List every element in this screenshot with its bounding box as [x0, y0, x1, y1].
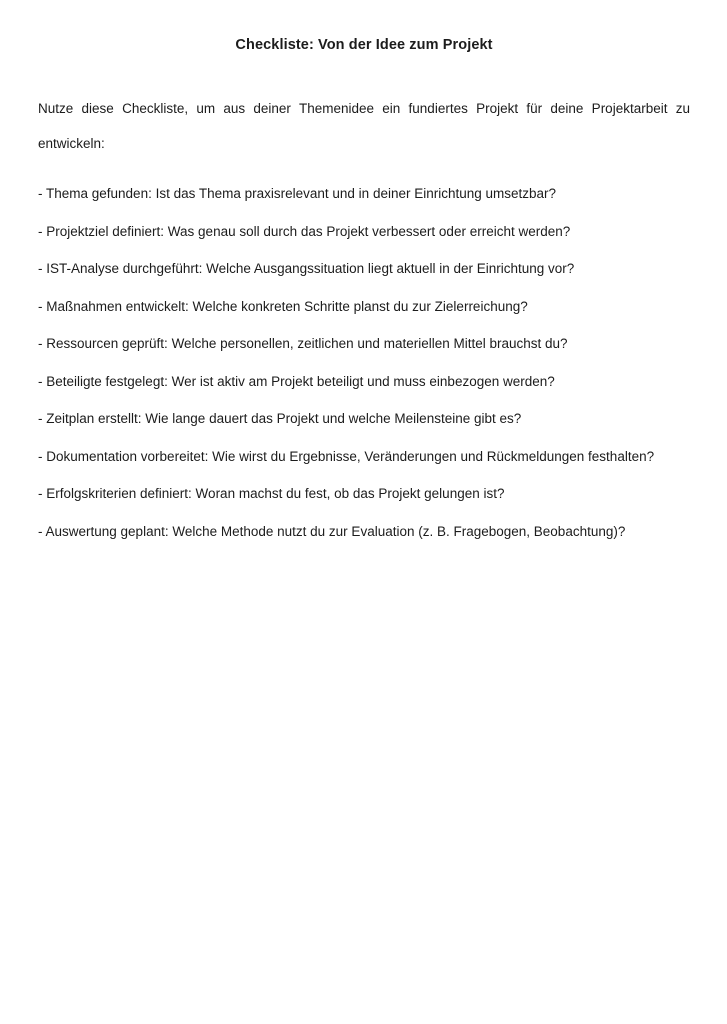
checklist-item: - Maßnahmen entwickelt: Welche konkreten Schritte planst du zur Zielerreichung? — [38, 298, 528, 314]
page-title: Checkliste: Von der Idee zum Projekt — [235, 37, 493, 53]
checklist-item: - Ressourcen geprüft: Welche personellen, zeitlichen und materiellen Mittel brauchst du? — [38, 336, 568, 351]
intro-paragraph: Nutze diese Checkliste, um aus deiner Themenidee ein fundiertes Projekt für deine Projektarbeit zu entwickeln: — [38, 101, 690, 151]
checklist-item: - Projektziel definiert: Was genau soll durch das Projekt verbessert oder erreicht werden? — [38, 223, 571, 239]
checklist-item: - IST-Analyse durchgeführt: Welche Ausgangssituation liegt aktuell in der Einrichtung vor? — [38, 261, 575, 276]
checklist-item: - Auswertung geplant: Welche Methode nutzt du zur Evaluation (z. B. Fragebogen, Beobachtung)? — [38, 523, 626, 539]
checklist — [38, 186, 690, 540]
checklist-item: - Zeitplan erstellt: Wie lange dauert das Projekt und welche Meilensteine gibt es? — [38, 411, 522, 426]
checklist-item: - Erfolgskriterien definiert: Woran machst du fest, ob das Projekt gelungen ist? — [38, 486, 505, 501]
checklist-item: - Thema gefunden: Ist das Thema praxisrelevant und in deiner Einrichtung umsetzbar? — [38, 186, 557, 201]
checklist-item: - Beteiligte festgelegt: Wer ist aktiv am Projekt beteiligt und muss einbezogen werden? — [38, 373, 555, 389]
checklist-item: - Dokumentation vorbereitet: Wie wirst du Ergebnisse, Veränderungen und Rückmeldungen festhalten? — [38, 448, 655, 464]
